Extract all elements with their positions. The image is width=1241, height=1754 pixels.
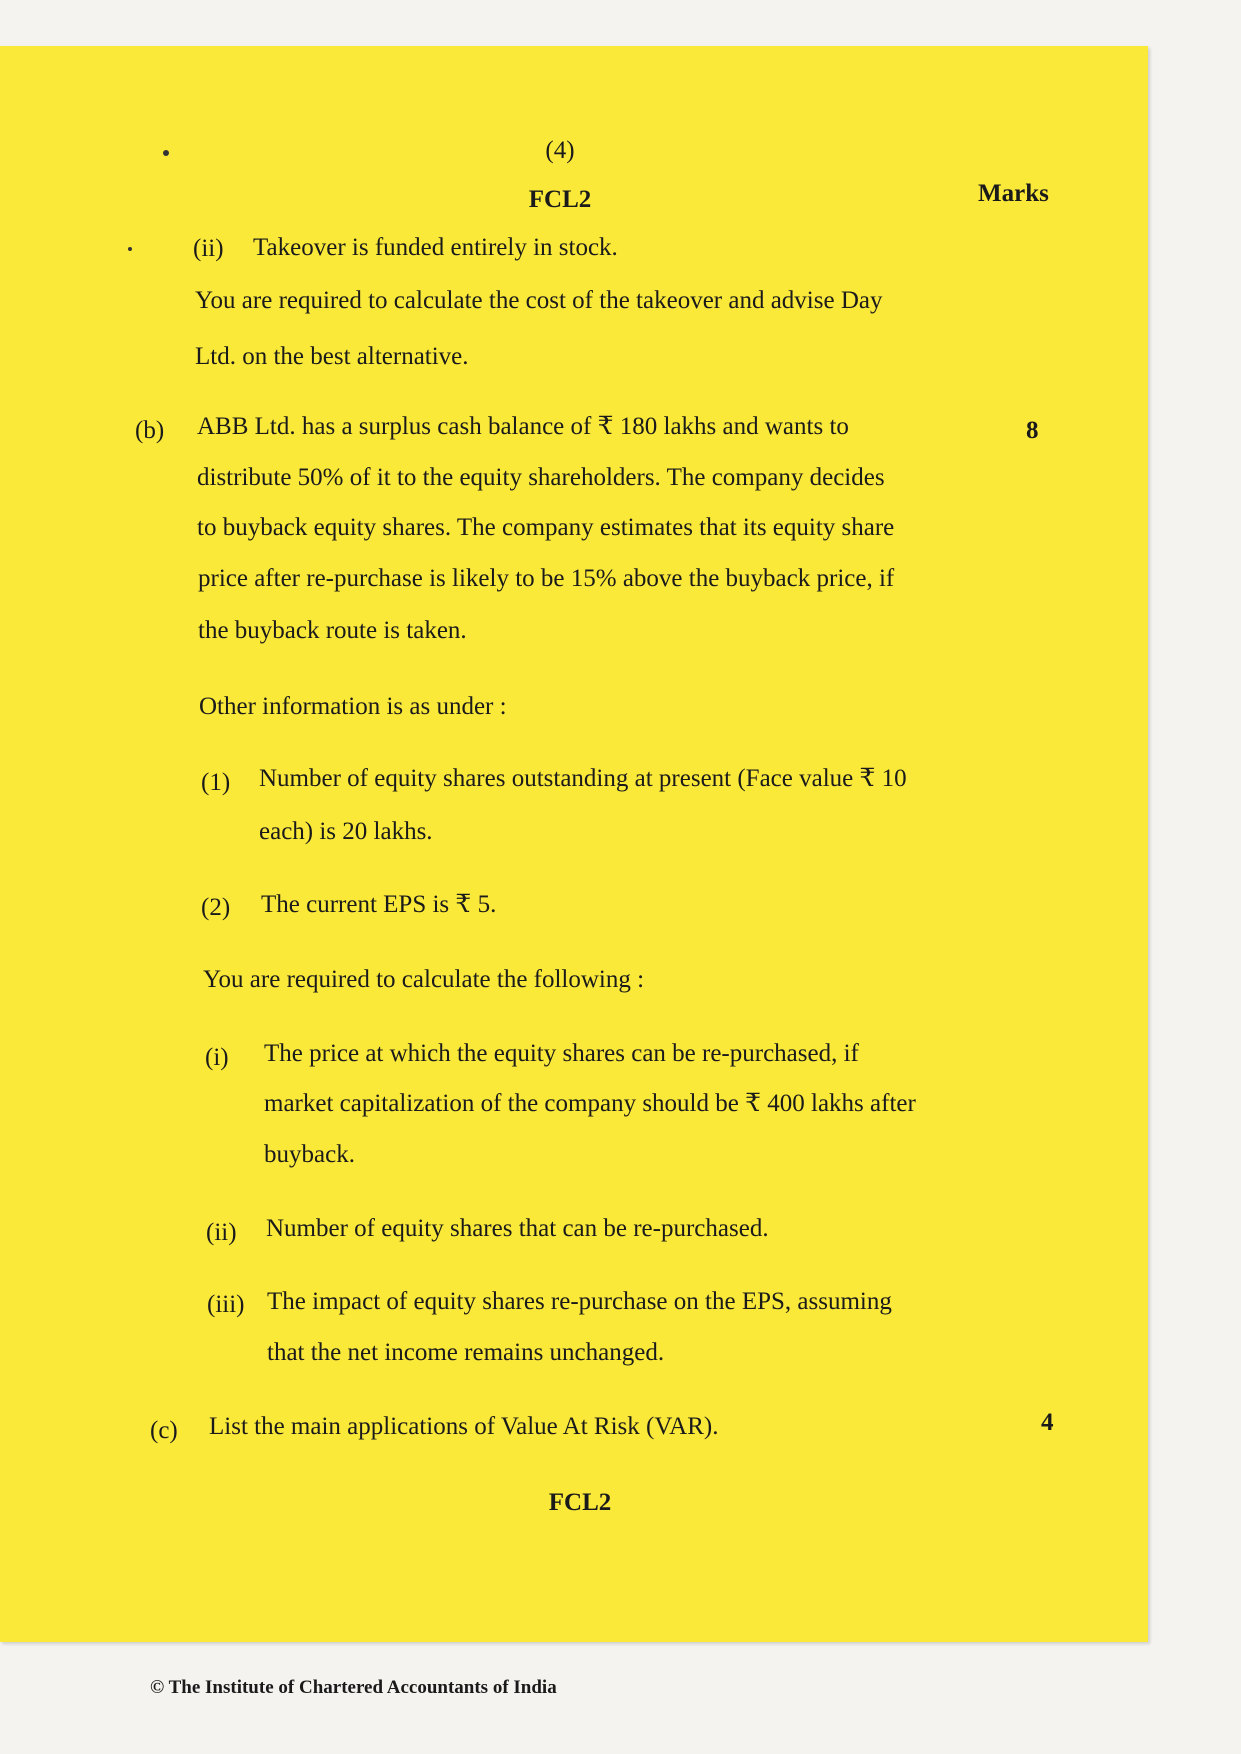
question-b-line: distribute 50% of it to the equity shareholders. The company decides <box>197 464 885 491</box>
question-b-line: ABB Ltd. has a surplus cash balance of ₹ 180 lakhs and wants to <box>197 413 849 440</box>
info-item-line: The current EPS is ₹ 5. <box>261 891 497 918</box>
info-item-line: each) is 20 lakhs. <box>259 818 433 845</box>
question-b-label: (b) <box>135 417 165 444</box>
item-ii-label: (ii) <box>193 235 224 262</box>
instruction-line: Ltd. on the best alternative. <box>195 343 469 370</box>
question-c-text: List the main applications of Value At Risk (VAR). <box>209 1413 719 1440</box>
required-item-line: buyback. <box>264 1141 355 1168</box>
bullet-mark <box>128 247 132 251</box>
ink-mark <box>163 150 169 156</box>
required-heading: You are required to calculate the following : <box>203 966 645 993</box>
required-item-line: market capitalization of the company should be ₹ 400 lakhs after <box>264 1090 916 1117</box>
question-c-marks: 4 <box>1041 1409 1054 1436</box>
required-item-line: The impact of equity shares re-purchase on the EPS, assuming <box>267 1288 892 1315</box>
required-item-line: that the net income remains unchanged. <box>267 1339 665 1366</box>
question-b-line: to buyback equity shares. The company estimates that its equity share <box>197 514 895 541</box>
required-item-line: The price at which the equity shares can be re-purchased, if <box>264 1040 859 1067</box>
item-ii-text: Takeover is funded entirely in stock. <box>253 234 618 261</box>
question-b-line: the buyback route is taken. <box>198 617 467 644</box>
question-b-line: price after re-purchase is likely to be 15% above the buyback price, if <box>198 565 895 592</box>
required-item-line: Number of equity shares that can be re-purchased. <box>266 1215 769 1242</box>
info-item-line: Number of equity shares outstanding at present (Face value ₹ 10 <box>259 765 907 792</box>
required-item-label: (ii) <box>206 1219 237 1246</box>
page-number: (4) <box>545 137 575 164</box>
copyright-notice: © The Institute of Chartered Accountants of India <box>150 1677 557 1698</box>
footer-paper-code: FCL2 <box>548 1489 612 1516</box>
info-item-label: (1) <box>201 769 231 796</box>
marks-heading: Marks <box>978 180 1049 207</box>
other-info-heading: Other information is as under : <box>199 693 507 720</box>
instruction-line: You are required to calculate the cost of the takeover and advise Day <box>195 287 883 314</box>
exam-page <box>0 46 1148 1642</box>
question-c-label: (c) <box>150 1417 178 1444</box>
required-item-label: (i) <box>205 1044 229 1071</box>
required-item-label: (iii) <box>207 1291 245 1318</box>
question-b-marks: 8 <box>1026 417 1039 444</box>
paper-code: FCL2 <box>528 186 592 213</box>
info-item-label: (2) <box>201 894 231 921</box>
